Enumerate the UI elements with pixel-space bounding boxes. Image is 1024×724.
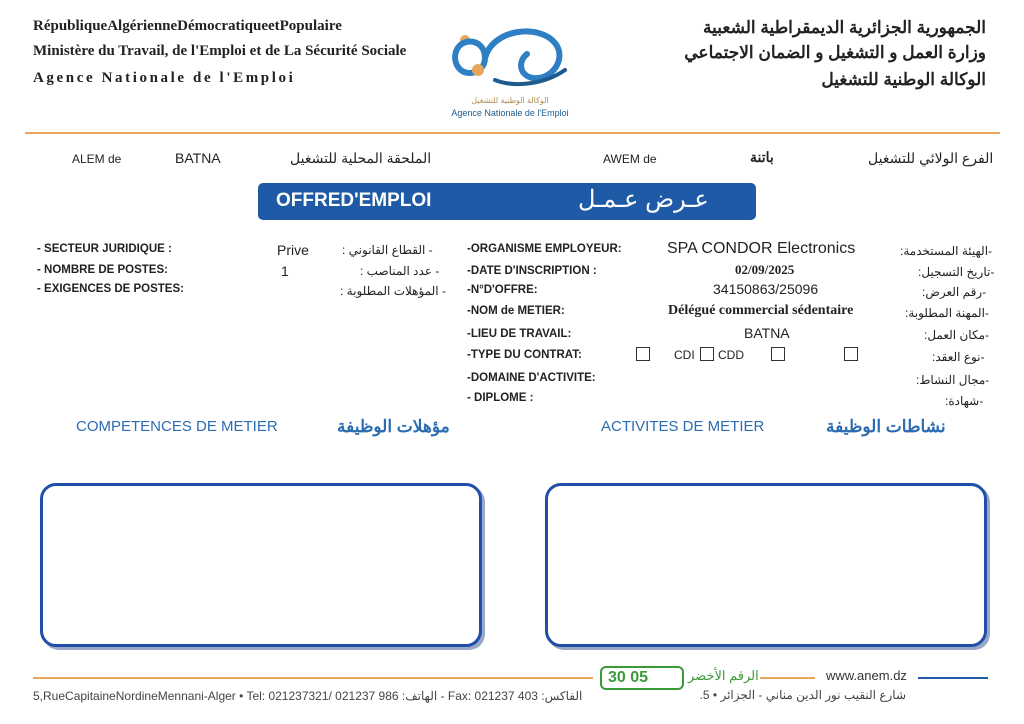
organisme-label: -ORGANISME EMPLOYEUR: bbox=[467, 243, 622, 255]
exigences-label: - EXIGENCES DE POSTES: bbox=[37, 283, 184, 295]
contrat-label: -TYPE DU CONTRAT: bbox=[467, 349, 582, 361]
activites-box[interactable] bbox=[545, 483, 987, 647]
footer-divider-left bbox=[33, 677, 593, 679]
diplome-label-ar: -شهادة: bbox=[945, 394, 984, 408]
contrat-checkbox-4[interactable] bbox=[844, 347, 858, 361]
header-ministry-fr: Ministère du Travail, de l'Emploi et de La Sécurité Sociale bbox=[33, 43, 407, 59]
logo-caption-fr: Agence Nationale de l'Emploi bbox=[451, 108, 569, 118]
logo-caption-ar: الوكالة الوطنية للتشغيل bbox=[471, 96, 549, 105]
contrat-cdd-label: CDD bbox=[718, 348, 744, 362]
contrat-cdi-label: CDI bbox=[674, 348, 695, 362]
header-republic-fr: RépubliqueAlgérienneDémocratiqueetPopulaire bbox=[33, 18, 342, 34]
activites-title: ACTIVITES DE METIER bbox=[601, 418, 765, 435]
secteur-value: Prive bbox=[277, 242, 309, 258]
contrat-checkbox-1[interactable] bbox=[636, 347, 650, 361]
footer-divider-mid bbox=[760, 677, 815, 679]
lieu-label-ar: -مكان العمل: bbox=[924, 328, 989, 342]
header-agency-fr: Agence Nationale de l'Emploi bbox=[33, 70, 296, 86]
green-number-label-ar: الرقم الأخضر bbox=[688, 668, 759, 683]
postes-label-ar: - عدد المناصب : bbox=[360, 264, 440, 278]
activites-title-ar: نشاطات الوظيفة bbox=[826, 417, 946, 436]
alem-label: ALEM de bbox=[72, 152, 122, 166]
awem-label: AWEM de bbox=[603, 152, 657, 166]
alem-value: BATNA bbox=[175, 150, 221, 166]
metier-value: Délégué commercial sédentaire bbox=[668, 303, 854, 318]
lieu-label: -LIEU DE TRAVAIL: bbox=[467, 328, 572, 340]
contrat-checkbox-cdi[interactable] bbox=[700, 347, 714, 361]
competences-title-ar: مؤهلات الوظيفة bbox=[337, 417, 450, 436]
metier-label: -NOM de METIER: bbox=[467, 305, 565, 317]
footer-address-ar: شارع النقيب نور الدين مناني - الجزائر • 5. bbox=[699, 688, 906, 702]
contrat-label-ar: -نوع العقد: bbox=[932, 350, 985, 364]
exigences-label-ar: - المؤهلات المطلوبة : bbox=[340, 284, 446, 298]
date-value: 02/09/2025 bbox=[735, 262, 795, 277]
competences-box[interactable] bbox=[40, 483, 482, 647]
header-republic-ar: الجمهورية الجزائرية الديمقراطية الشعبية bbox=[703, 18, 986, 37]
banner-title-ar: عـرض عـمـل bbox=[578, 186, 709, 213]
banner-title-fr: OFFRED'EMPLOI bbox=[276, 190, 432, 211]
offre-number-label-ar: -رقم العرض: bbox=[922, 285, 987, 299]
lieu-value: BATNA bbox=[744, 325, 790, 341]
domaine-label: -DOMAINE D'ACTIVITE: bbox=[467, 372, 596, 384]
awem-label-ar: الفرع الولائي للتشغيل bbox=[868, 150, 994, 166]
domaine-label-ar: -مجال النشاط: bbox=[916, 373, 990, 387]
offre-number-value: 34150863/25096 bbox=[713, 281, 819, 297]
website-link[interactable]: www.anem.dz bbox=[826, 668, 907, 683]
header-agency-ar: الوكالة الوطنية للتشغيل bbox=[821, 70, 986, 89]
footer-divider-right bbox=[918, 677, 988, 679]
secteur-label-ar: - القطاع القانوني : bbox=[342, 243, 433, 257]
offer-banner bbox=[258, 183, 756, 220]
postes-value: 1 bbox=[281, 263, 289, 279]
date-label: -DATE D'INSCRIPTION : bbox=[467, 265, 597, 277]
offre-number-label: -N°D'OFFRE: bbox=[467, 284, 538, 296]
metier-label-ar: -المهنة المطلوبة: bbox=[905, 306, 989, 320]
awem-value: باتنة bbox=[750, 149, 774, 165]
footer-address-fr: 5,RueCapitaineNordineMennani-Alger • Tel: 021237321/ 021237 986 :الهاتف - Fax: 021237 403 :الفاكس bbox=[33, 689, 583, 703]
header-ministry-ar: وزارة العمل و التشغيل و الضمان الاجتماعي bbox=[684, 43, 986, 62]
diplome-label: - DIPLOME : bbox=[467, 392, 534, 404]
secteur-label: - SECTEUR JURIDIQUE : bbox=[37, 243, 172, 255]
organisme-value: SPA CONDOR Electronics bbox=[667, 240, 856, 257]
alem-label-ar: الملحقة المحلية للتشغيل bbox=[290, 150, 432, 166]
postes-label: - NOMBRE DE POSTES: bbox=[37, 264, 168, 276]
competences-title: COMPETENCES DE METIER bbox=[76, 418, 278, 435]
header-divider bbox=[25, 132, 1000, 134]
green-number: 30 05 bbox=[608, 669, 649, 686]
green-number-badge bbox=[600, 666, 684, 690]
contrat-checkbox-cdd[interactable] bbox=[771, 347, 785, 361]
date-label-ar: -تاريخ التسجيل: bbox=[918, 265, 995, 279]
organisme-label-ar: -الهيئة المستخدمة: bbox=[900, 244, 993, 258]
